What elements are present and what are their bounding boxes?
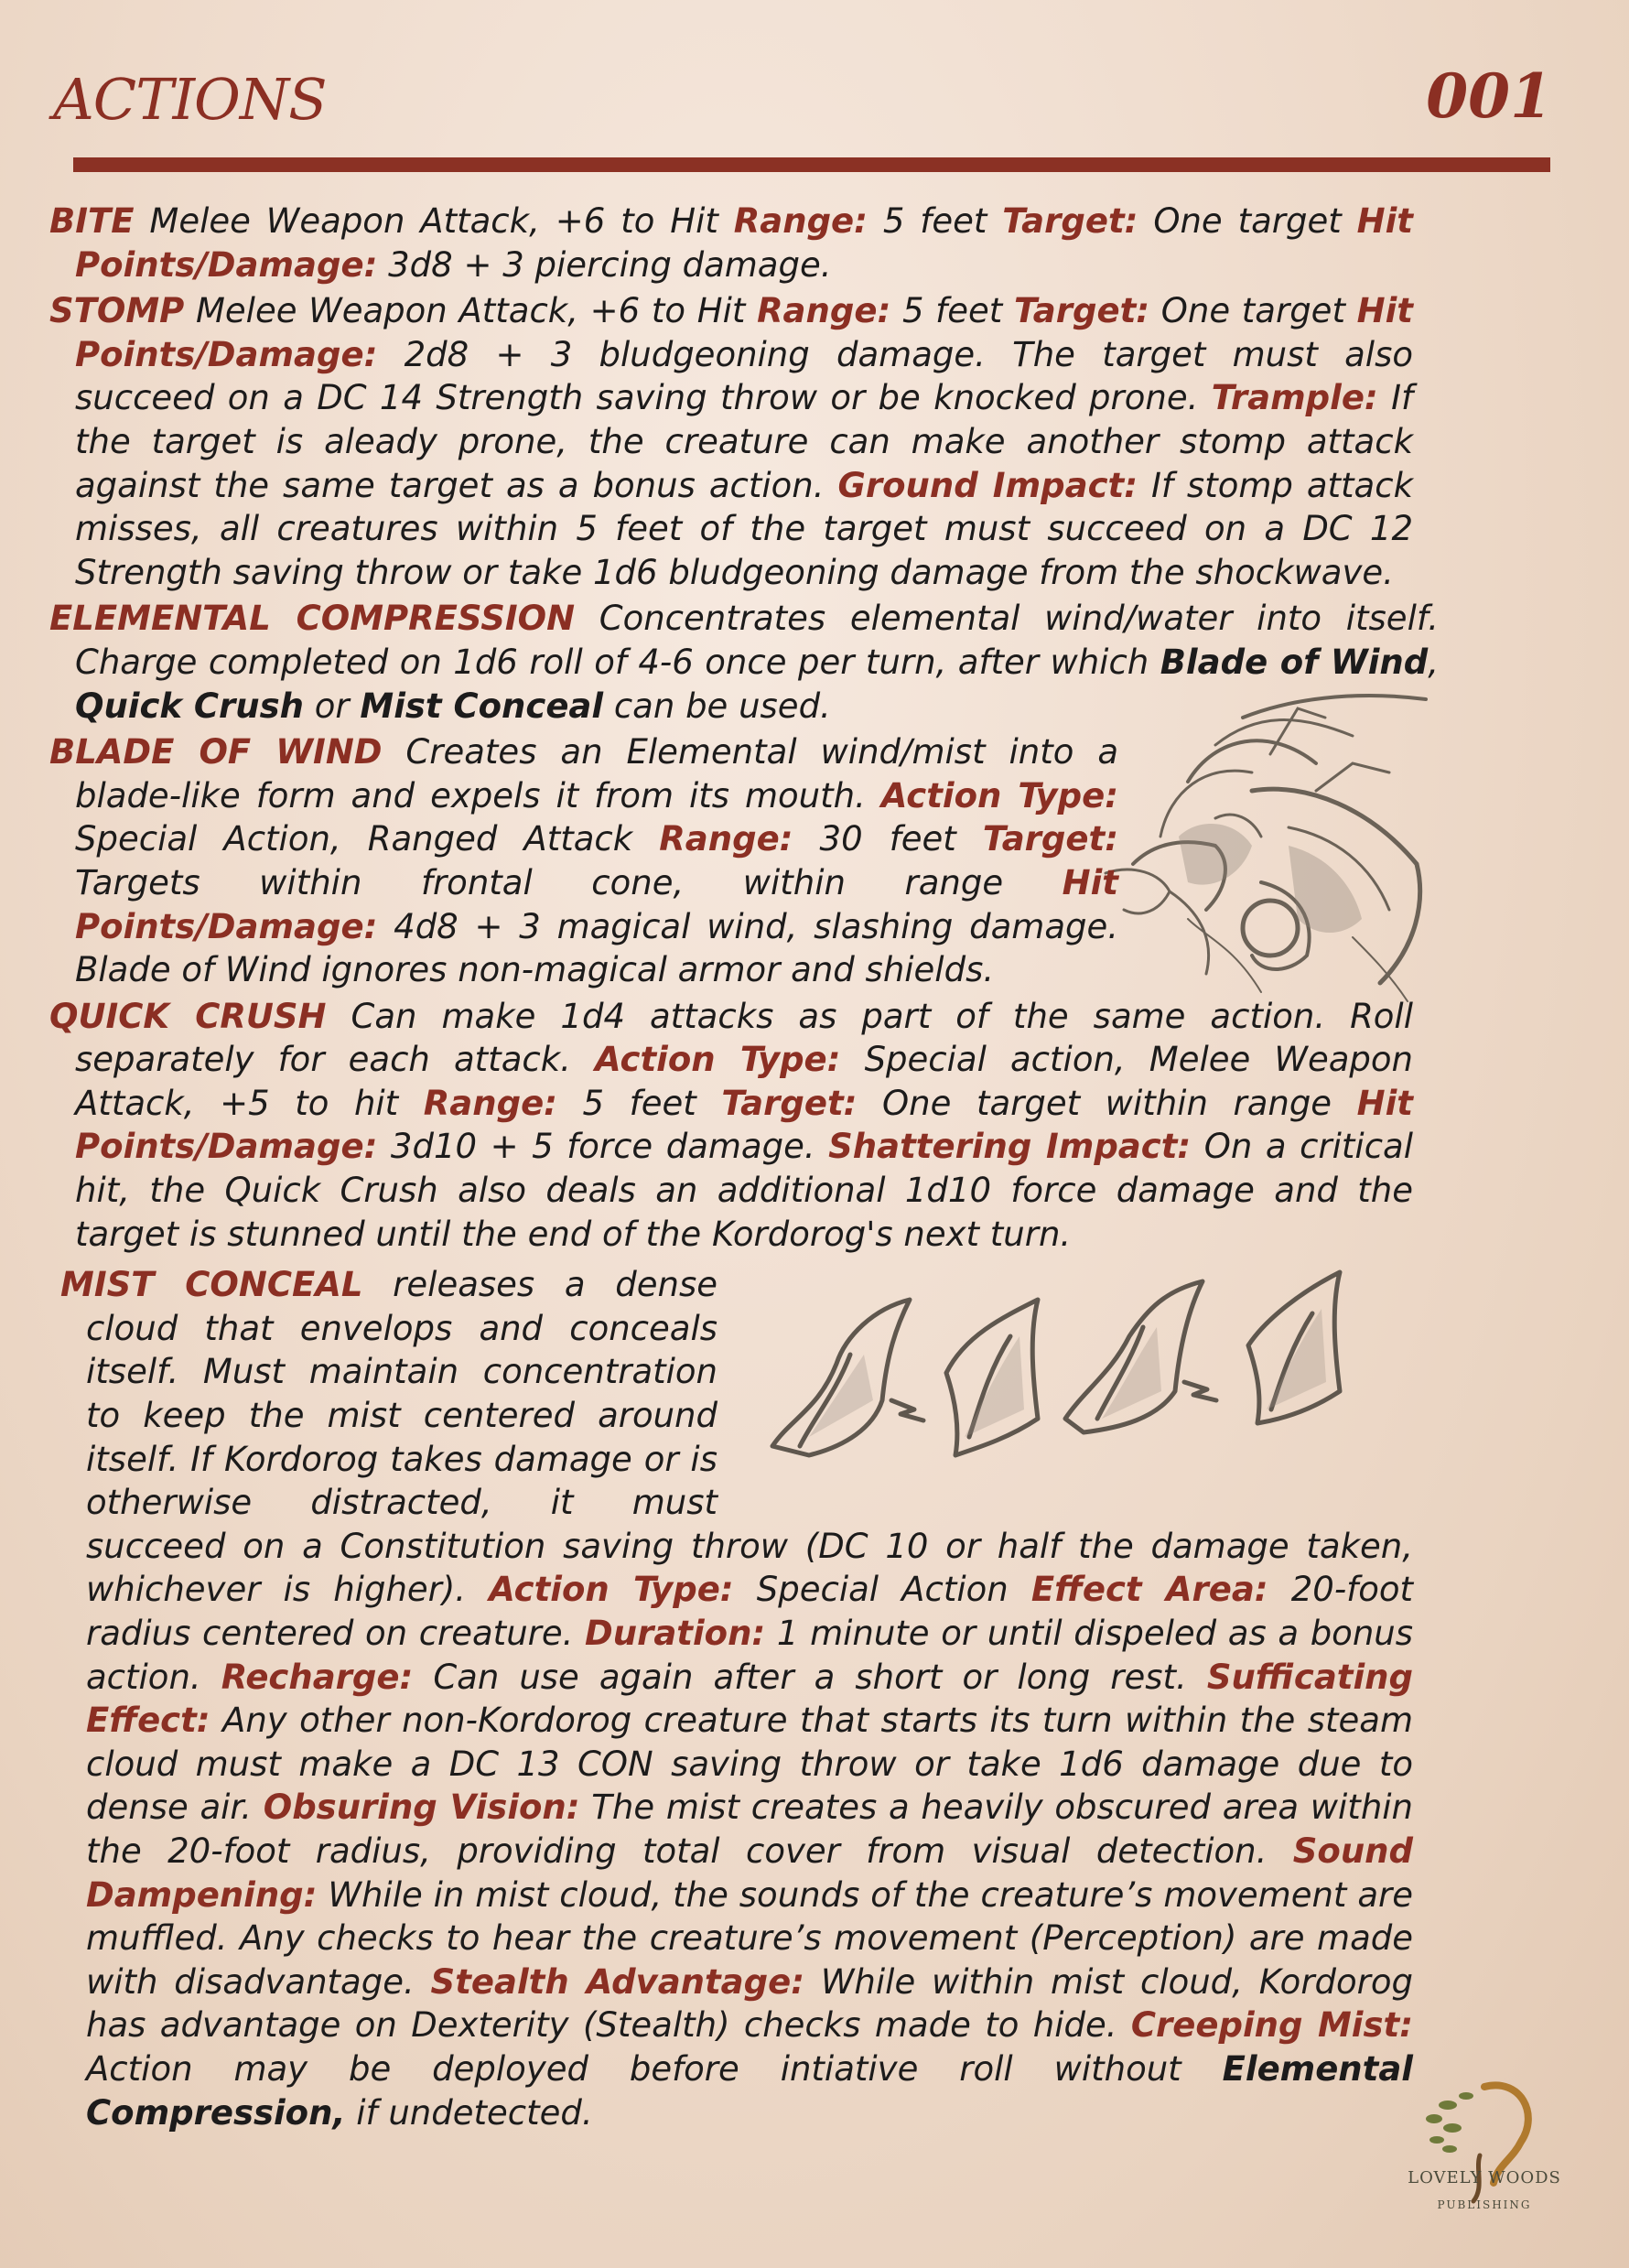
action-text: Melee Weapon Attack, +6 to Hit [134,201,734,241]
ability-reference: Blade of Wind [1160,642,1429,682]
action-stomp [49,289,1413,594]
action-text: If stomp attack misses, all creatures within 5 feet of the target must succeed on a DC 12 Strength saving throw or take 1d6 bludgeoning damage from the shockwave. [75,465,1413,592]
action-text: Melee Weapon Attack, +6 to Hit [184,291,758,331]
action-text: Special Action [733,1570,1031,1610]
action-text: Any other non-Kordorog creature that starts its turn within the steam cloud must make a DC 13 CON saving throw or take 1d6 damage due to dense air. [86,1701,1413,1828]
action-mist-conceal [49,1263,1413,2134]
keyword: Trample: [1211,378,1378,418]
keyword: Hit Points/Damage: [75,291,1413,374]
ability-reference: Mist Conceal [360,686,604,726]
keyword: Action Type: [595,1040,841,1080]
action-text: if undetected. [345,2092,593,2133]
action-name: ELEMENTAL COMPRESSION [49,599,576,639]
actions-content [49,200,1439,2137]
keyword: Action Type: [489,1570,734,1610]
action-text: or [304,686,361,726]
action-name: STOMP [49,291,185,331]
action-text: Action may be deployed before intiative roll without [86,2048,1223,2089]
action-text: The mist creates a heavily obscured area within the 20-foot radius, providing total cover from visual detection. [86,1787,1413,1871]
action-name: BITE [49,201,135,241]
keyword: Ground Impact: [837,465,1138,505]
claw-sequence-illustration [736,1263,1422,1492]
keyword: Obsuring Vision: [263,1787,580,1828]
action-text: 4d8 + 3 magical wind, slashing damage. Blade of Wind ignores non-magical armor and shields. [75,906,1118,990]
keyword: Hit Points/Damage: [75,201,1413,285]
action-quick-crush [49,995,1413,1257]
action-text: Targets within frontal cone, within range [75,862,1063,902]
action-bite [49,200,1413,286]
keyword: Stealth Advantage: [430,1961,805,2002]
action-text: Special action, Melee Weapon Attack, +5 to hit [75,1040,1413,1123]
action-text: One target [1149,291,1357,331]
action-text: While within mist cloud, Kordorog has advantage on Dexterity (Stealth) checks made to hide. [86,1961,1413,2046]
keyword: Effect Area: [1030,1570,1268,1610]
keyword: Target: [1013,291,1150,331]
keyword: Hit Points/Damage: [75,1083,1413,1167]
publisher-name-right: WOODS [1488,2168,1561,2187]
action-text: can be used. [603,686,831,726]
keyword: Duration: [585,1614,766,1653]
action-text: 1 minute or until dispeled as a bonus action. [86,1614,1413,1697]
publisher-subtitle: PUBLISHING [1437,2198,1532,2211]
action-text: Can make 1d4 attacks as part of the same action. Roll separately for each attack. [75,996,1413,1080]
action-text: On a critical hit, the Quick Crush also deals an additional 1d10 force damage and the target is stunned until the end of the Kordorog's next turn. [75,1127,1413,1254]
publisher-name-left: LOVELY [1408,2168,1483,2187]
action-text: 5 feet [890,291,1014,331]
action-text: 3d8 + 3 piercing damage. [377,244,832,285]
action-text: 5 feet [867,201,1003,241]
action-text: 3d10 + 5 force damage. [377,1127,829,1167]
page-title: ACTIONS [53,66,327,133]
header-rule [73,157,1550,172]
action-text: One target [1138,201,1357,241]
action-text: 5 feet [556,1083,722,1123]
action-text: releases a dense cloud that envelops and conceals itself. Must maintain concentration to keep the mist centered around itself. If Kordorog takes damage or is otherwise distracted, it must succeed on a Constitution saving throw (DC 10 or half the damage taken, whichever is higher). [86,1265,1413,1610]
keyword: Range: [659,819,793,859]
keyword: Creeping Mist: [1130,2005,1413,2046]
action-text: Creates an Elemental wind/mist into a blade-like form and expels it from its mouth. [75,732,1118,815]
action-text: While in mist cloud, the sounds of the creature’s movement are muffled. Any checks to hear the creature’s movement (Perception) are made with disadvantage. [86,1874,1413,2002]
publisher-name [1384,2168,1585,2187]
action-text: 2d8 + 3 bludgeoning damage. The target must also succeed on a DC 14 Strength saving throw or be knocked prone. [75,334,1413,418]
action-name: MIST CONCEAL [60,1265,363,1305]
action-blade-of-wind [49,730,1118,992]
action-text: Special Action, Ranged Attack [75,819,660,859]
keyword: Target: [721,1083,858,1123]
keyword: Hit Points/Damage: [75,862,1118,946]
keyword: Target: [982,819,1118,859]
page-number: 001 [1426,60,1552,132]
ability-reference: Quick Crush [75,686,305,726]
action-text: Concentrates elemental wind/water into itself. Charge completed on 1d6 roll of 4-6 once per turn, after which [75,599,1439,682]
action-name: BLADE OF WIND [49,732,383,772]
action-text: 20-foot radius centered on creature. [86,1570,1413,1653]
keyword: Sound Dampening: [86,1831,1413,1915]
keyword: Range: [423,1083,557,1123]
ability-reference: Elemental Compression, [86,2048,1413,2133]
keyword: Shattering Impact: [828,1127,1192,1167]
keyword: Action Type: [880,775,1118,815]
action-text: If the target is aleady prone, the creature can make another stomp attack against the same target as a bonus action. [75,378,1414,505]
keyword: Sufficating Effect: [86,1657,1413,1741]
keyword: Target: [1002,201,1138,241]
keyword: Range: [733,201,868,241]
action-name: QUICK CRUSH [49,996,327,1036]
action-text: One target within range [857,1083,1357,1123]
keyword: Range: [757,291,891,331]
action-text: 30 feet [793,819,983,859]
action-text: Can use again after a short or long rest. [413,1657,1207,1697]
action-elemental-compression [49,597,1439,728]
keyword: Recharge: [221,1657,414,1697]
action-text: , [1428,642,1439,682]
